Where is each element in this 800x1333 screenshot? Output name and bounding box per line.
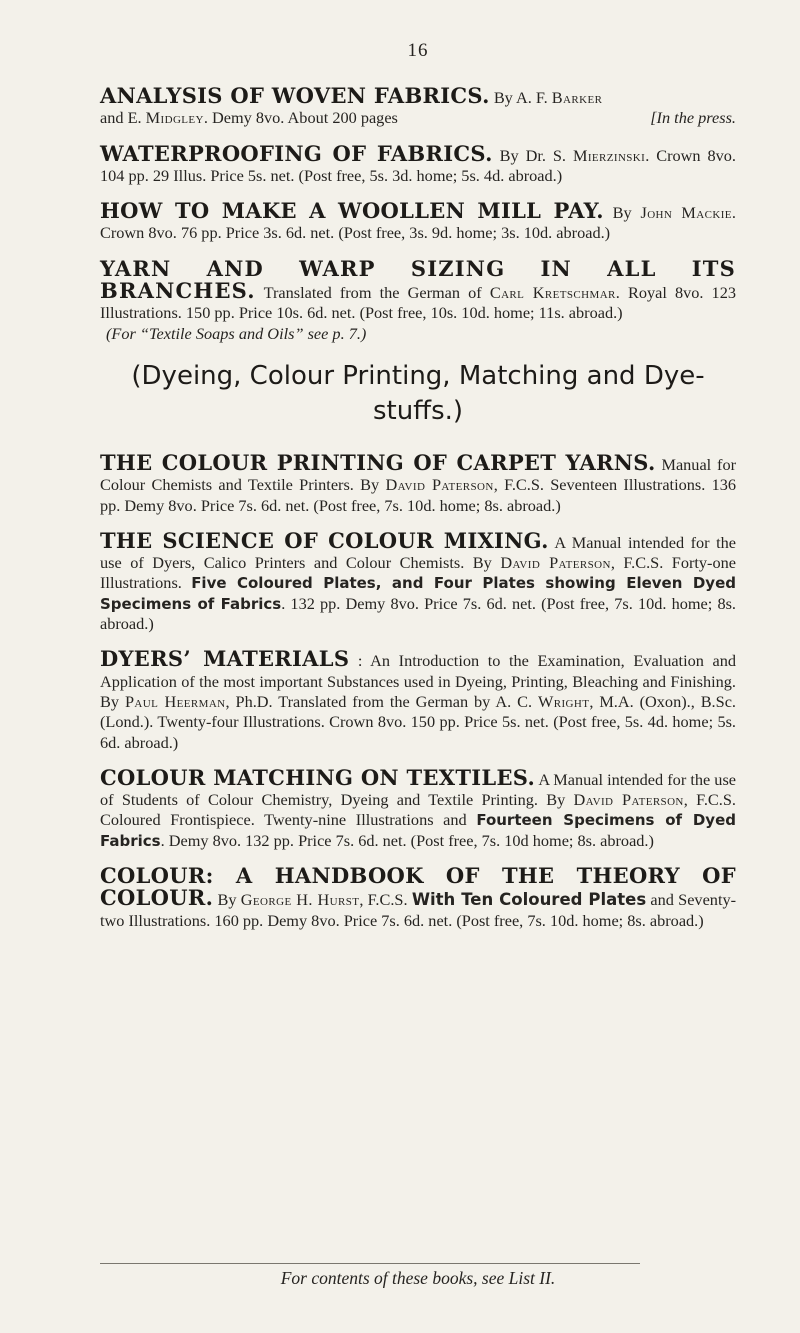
book-author: Paul Heerman — [124, 691, 226, 711]
book-text: Manual for Colour Chemists and Textile Printers. By — [100, 454, 737, 495]
book-details: . 132 pp. Demy 8vo. Price 7s. 6d. net. (Post free, 7s. 10d. home; 8s. abroad.) — [100, 593, 736, 634]
book-entry-colour-mixing — [100, 527, 737, 634]
book-title: THE COLOUR PRINTING OF CARPET YARNS. — [100, 449, 656, 475]
book-text: , F.C.S. Forty-one Illustrations. — [100, 553, 736, 593]
book-details: . Demy 8vo. About 200 pages — [203, 108, 398, 128]
book-author: Barker — [551, 88, 603, 107]
book-by: By A. F. — [493, 88, 548, 107]
book-title: DYERS’ MATERIALS — [100, 646, 350, 672]
book-entry-analysis-woven-fabrics — [100, 83, 736, 129]
book-title: WATERPROOFING OF FABRICS. — [100, 140, 493, 166]
book-title: COLOUR: A HANDBOOK OF THE THEORY OF COLOUR. — [100, 863, 736, 911]
book-details: . Crown 8vo. 104 pp. 29 Illus. Price 5s. net. (Post free, 5s. 3d. home; 5s. 4d. abroad.) — [100, 145, 736, 185]
book-title: ANALYSIS OF WOVEN FABRICS. — [100, 83, 490, 108]
book-list — [100, 83, 737, 946]
book-emphasis: Five Coloured Plates, and Four Plates showing Eleven Dyed Specimens of Fabrics — [100, 574, 736, 613]
book-entry-colour-matching — [100, 764, 737, 851]
footer-note: For contents of these books, see List II. — [280, 1268, 556, 1288]
book-emphasis: Fourteen Specimens of Dyed Fabrics — [100, 811, 736, 850]
book-details: , F.C.S. Seventeen Illustrations. 136 pp. Demy 8vo. Price 7s. 6d. net. (Post free, 7s. 10d. home; 8s. abroad.) — [100, 475, 736, 515]
book-title: HOW TO MAKE A WOOLLEN MILL PAY. — [100, 198, 604, 224]
book-entry-colour-handbook — [100, 863, 737, 931]
book-details: . Royal 8vo. 123 Illustrations. 150 pp. Price 10s. 6d. net. (Post free, 10s. 10d. home; 11s. abroad.) — [100, 283, 736, 323]
book-title: COLOUR MATCHING ON TEXTILES. — [100, 764, 536, 790]
book-text: A Manual intended for the use of Dyers, Calico Printers and Colour Chemists. By — [100, 532, 737, 573]
book-and: and E. — [100, 108, 142, 128]
book-details: , M.A. (Oxon)., B.Sc. (Lond.). Twenty-four Illustrations. Crown 8vo. 150 pp. Price 5s. net. (Post free, 5s. 4d. home; 5s. 6d. abroad.) — [100, 691, 736, 752]
book-author: Mierzinski — [572, 145, 646, 165]
book-status: [In the press. — [650, 108, 736, 128]
book-by: By — [612, 203, 632, 223]
book-details: . Crown 8vo. 76 pp. Price 3s. 6d. net. (Post free, 3s. 9d. home; 3s. 10d. abroad.) — [100, 203, 736, 243]
book-author: Wright — [537, 691, 590, 711]
book-text: By — [217, 890, 237, 910]
section-heading: (Dyeing, Colour Printing, Matching and Dye-stuffs.) — [131, 360, 705, 426]
book-entry-dyers-materials — [100, 646, 736, 752]
book-text: , Ph.D. Translated from the German by A. C. — [225, 691, 533, 711]
book-entry-yarn-warp-sizing — [100, 255, 736, 344]
book-entry-woollen-mill — [100, 198, 736, 244]
page-number: 16 — [407, 40, 429, 61]
book-title: YARN AND WARP SIZING IN ALL ITS BRANCHES. — [100, 255, 736, 304]
book-author: George H. Hurst — [240, 890, 360, 910]
footer-divider — [100, 1263, 640, 1264]
book-by: Translated from the German of — [263, 283, 482, 303]
book-author: John Mackie — [640, 203, 732, 223]
book-author: David Paterson — [500, 553, 611, 573]
book-emphasis: With Ten Coloured Plates — [411, 890, 647, 910]
book-text: A Manual intended for the use of Students of Colour Chemistry, Dyeing and Textile Printing. By — [100, 769, 737, 810]
book-text: : An Introduction to the Examination, Evaluation and Application of the most important Substances used in Dyeing, Printing, Bleaching and Finishing. By — [100, 651, 736, 711]
book-title: THE SCIENCE OF COLOUR MIXING. — [100, 527, 549, 553]
book-author: Carl Kretschmar — [489, 283, 616, 303]
book-details: and Seventy-two Illustrations. 160 pp. Demy 8vo. Price 7s. 6d. net. (Post free, 7s. 10d. home; 8s. abroad.) — [100, 890, 737, 930]
book-author: Midgley — [145, 108, 204, 128]
book-entry-carpet-yarns — [100, 449, 737, 516]
book-entry-waterproofing — [100, 140, 736, 187]
book-text: , F.C.S. Coloured Frontispiece. Twenty-nine Illustrations and — [100, 790, 736, 830]
book-author: David Paterson — [385, 475, 494, 495]
book-author: David Paterson — [573, 790, 684, 810]
cross-reference-note: (For “Textile Soaps and Oils” see p. 7.) — [106, 323, 367, 343]
book-details: . Demy 8vo. 132 pp. Price 7s. 6d. net. (Post free, 7s. 10d home; 8s. abroad.) — [160, 830, 654, 850]
book-text: , F.C.S. — [359, 890, 408, 910]
book-by: By Dr. S. — [499, 145, 567, 165]
